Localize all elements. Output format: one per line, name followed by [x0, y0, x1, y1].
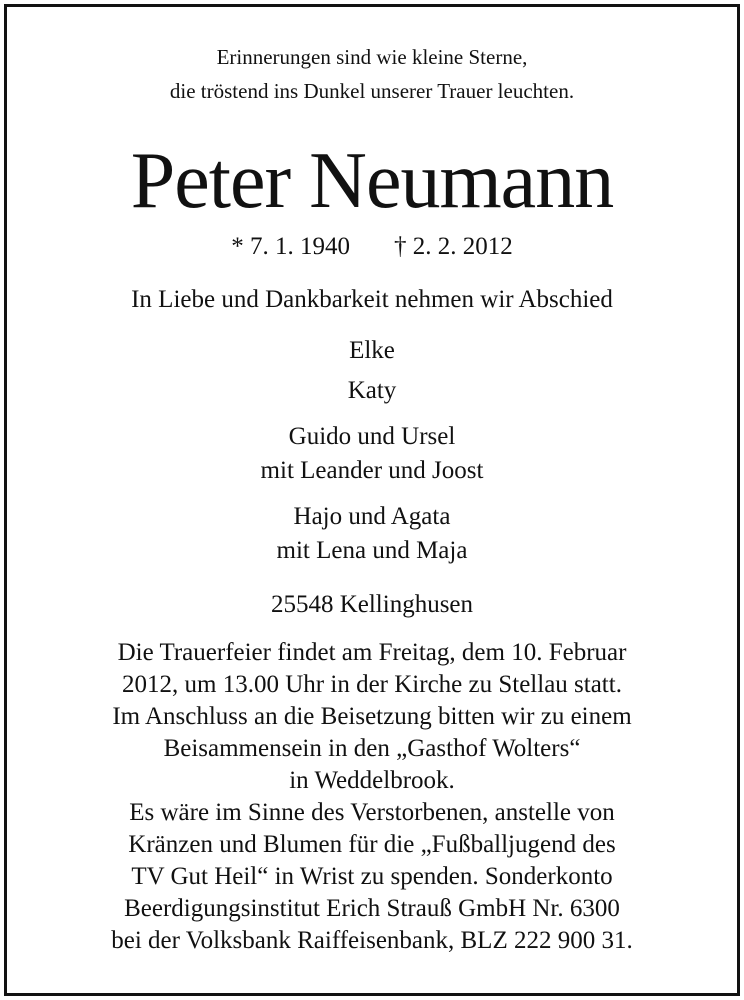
birth-date: * 7. 1. 1940	[231, 233, 350, 260]
mourner-2: Katy	[347, 377, 397, 404]
mourner-3: Guido und Ursel	[288, 423, 456, 450]
announcement-line-9: Beerdigungsinstitut Erich Strauß GmbH Nr. 6300	[124, 895, 620, 922]
announcement-line-5: in Weddelbrook.	[289, 767, 455, 794]
deceased-name: Peter Neumann	[130, 137, 614, 225]
motto-line-2: die tröstend ins Dunkel unserer Trauer leuchten.	[169, 79, 575, 103]
announcement-line-4: Beisammensein in den „Gasthof Wolters“	[163, 735, 581, 762]
life-dates	[7, 233, 737, 261]
announcement-line-8: TV Gut Heil“ in Wrist zu spenden. Sonderkonto	[131, 863, 613, 890]
announcement-line-2: 2012, um 13.00 Uhr in der Kirche zu Stellau statt.	[122, 671, 622, 698]
announcement-line-10: bei der Volksbank Raiffeisenbank, BLZ 222 900 31.	[111, 927, 633, 954]
announcement-line-7: Kränzen und Blumen für die „Fußballjugend des	[128, 831, 616, 858]
farewell-line: In Liebe und Dankbarkeit nehmen wir Abschied	[131, 286, 613, 313]
obituary-frame	[4, 4, 740, 996]
announcement-line-3: Im Anschluss an die Beisetzung bitten wir zu einem	[112, 703, 632, 730]
death-date: † 2. 2. 2012	[394, 233, 513, 260]
mourner-6: mit Lena und Maja	[276, 537, 468, 564]
motto-line-1: Erinnerungen sind wie kleine Sterne,	[216, 45, 528, 69]
location-line: 25548 Kellinghusen	[270, 591, 474, 618]
announcement-line-6: Es wäre im Sinne des Verstorbenen, anstelle von	[129, 799, 615, 826]
mourner-1: Elke	[349, 337, 395, 364]
mourner-4: mit Leander und Joost	[260, 457, 484, 484]
announcement-line-1: Die Trauerfeier findet am Freitag, dem 10. Februar	[117, 639, 627, 666]
mourner-5: Hajo und Agata	[293, 503, 451, 530]
